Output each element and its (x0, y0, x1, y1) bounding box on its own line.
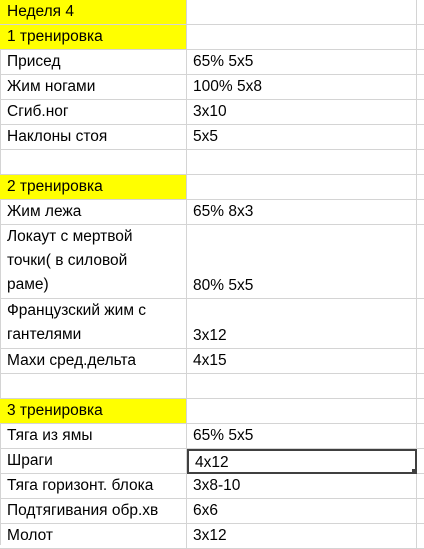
cell-empty[interactable] (417, 399, 424, 424)
cell-empty[interactable] (417, 100, 424, 125)
sheet-row (0, 374, 424, 399)
cell-empty[interactable] (417, 175, 424, 200)
cell-exercise-text: Подтягивания обр.хв (7, 502, 159, 519)
cell-sets[interactable] (187, 299, 417, 349)
cell-empty[interactable] (417, 0, 424, 25)
cell-exercise-text: Шраги (7, 452, 53, 469)
cell-exercise[interactable] (0, 524, 187, 549)
cell-exercise-text: Молот (7, 527, 53, 544)
cell-empty[interactable] (417, 449, 424, 474)
cell-empty[interactable] (417, 424, 424, 449)
sheet-row (0, 150, 424, 175)
cell-empty[interactable] (417, 524, 424, 549)
sheet-row (0, 449, 424, 474)
sheet-row (0, 175, 424, 200)
sheet-row (0, 399, 424, 424)
cell-sets-text: 80% 5х5 (193, 277, 254, 294)
cell-exercise-text: 3 тренировка (7, 402, 103, 419)
cell-empty[interactable] (417, 225, 424, 299)
cell-exercise-text: Присед (7, 53, 61, 70)
cell-empty[interactable] (417, 200, 424, 225)
cell-sets-text: 4х15 (193, 352, 227, 369)
cell-exercise[interactable] (0, 499, 187, 524)
cell-exercise[interactable] (0, 25, 187, 50)
cell-sets[interactable] (187, 200, 417, 225)
cell-exercise-text: Тяга из ямы (7, 427, 93, 444)
cell-sets[interactable] (187, 349, 417, 374)
cell-sets[interactable] (187, 150, 417, 175)
cell-sets-text: 3х12 (193, 527, 227, 544)
cell-exercise[interactable] (0, 399, 187, 424)
cell-exercise[interactable] (0, 424, 187, 449)
cell-empty[interactable] (417, 374, 424, 399)
cell-exercise[interactable] (0, 125, 187, 150)
cell-exercise[interactable] (0, 349, 187, 374)
cell-exercise[interactable] (0, 100, 187, 125)
cell-exercise[interactable] (0, 449, 187, 474)
sheet-row (0, 25, 424, 50)
cell-sets-text: 65% 5х5 (193, 53, 254, 70)
cell-empty[interactable] (417, 474, 424, 499)
cell-exercise[interactable] (0, 75, 187, 100)
cell-sets[interactable] (187, 0, 417, 25)
cell-exercise-text: 2 тренировка (7, 178, 103, 195)
cell-exercise[interactable] (0, 200, 187, 225)
cell-empty[interactable] (417, 125, 424, 150)
cell-empty[interactable] (417, 299, 424, 349)
sheet-row (0, 524, 424, 549)
cell-exercise[interactable] (0, 299, 187, 349)
sheet-row (0, 424, 424, 449)
cell-sets[interactable] (187, 100, 417, 125)
cell-exercise-text: Наклоны стоя (7, 128, 108, 145)
cell-sets[interactable] (187, 499, 417, 524)
cell-sets-text: 4х12 (195, 454, 229, 471)
cell-sets[interactable] (187, 125, 417, 150)
cell-sets-text: 5х5 (193, 128, 218, 145)
cell-exercise-text: 1 тренировка (7, 28, 103, 45)
cell-sets-selected[interactable] (187, 449, 417, 474)
cell-sets[interactable] (187, 75, 417, 100)
cell-empty[interactable] (417, 25, 424, 50)
cell-exercise-text: Сгиб.ног (7, 103, 69, 120)
cell-sets-text: 65% 5х5 (193, 427, 254, 444)
cell-empty[interactable] (417, 349, 424, 374)
cell-sets[interactable] (187, 50, 417, 75)
cell-exercise-text: Жим лежа (7, 203, 82, 220)
cell-sets[interactable] (187, 25, 417, 50)
cell-exercise-text: Махи сред.дельта (7, 352, 137, 369)
cell-exercise[interactable] (0, 374, 187, 399)
cell-exercise-text: Тяга горизонт. блока (7, 477, 154, 494)
cell-empty[interactable] (417, 499, 424, 524)
cell-sets[interactable] (187, 175, 417, 200)
cell-exercise-text: Жим ногами (7, 78, 96, 95)
sheet-row (0, 474, 424, 499)
cell-empty[interactable] (417, 150, 424, 175)
cell-empty[interactable] (417, 75, 424, 100)
cell-sets[interactable] (187, 424, 417, 449)
sheet-row (0, 100, 424, 125)
cell-exercise-text: Неделя 4 (7, 3, 74, 20)
cell-sets[interactable] (187, 374, 417, 399)
sheet-row (0, 75, 424, 100)
cell-sets[interactable] (187, 225, 417, 299)
sheet-row (0, 125, 424, 150)
sheet-row (0, 499, 424, 524)
cell-sets-text: 65% 8х3 (193, 203, 254, 220)
cell-exercise[interactable] (0, 150, 187, 175)
cell-exercise-text: Локаут с мертвой точки( в силовой раме) (7, 228, 133, 293)
sheet-row (0, 0, 424, 25)
cell-sets[interactable] (187, 474, 417, 499)
sheet-row (0, 299, 424, 349)
sheet-row (0, 349, 424, 374)
cell-exercise-text: Французский жим с гантелями (7, 302, 147, 343)
sheet-row (0, 50, 424, 75)
cell-sets[interactable] (187, 524, 417, 549)
cell-empty[interactable] (417, 50, 424, 75)
cell-sets-text: 3х8-10 (193, 477, 241, 494)
cell-exercise[interactable] (0, 225, 187, 299)
cell-sets[interactable] (187, 399, 417, 424)
sheet-row (0, 225, 424, 299)
cell-sets-text: 3х12 (193, 327, 227, 344)
cell-sets-text: 3х10 (193, 103, 227, 120)
cell-exercise[interactable] (0, 0, 187, 25)
sheet-row (0, 200, 424, 225)
cell-sets-text: 6х6 (193, 502, 218, 519)
cell-exercise[interactable] (0, 474, 187, 499)
cell-exercise[interactable] (0, 50, 187, 75)
cell-sets-text: 100% 5х8 (193, 78, 262, 95)
cell-exercise[interactable] (0, 175, 187, 200)
